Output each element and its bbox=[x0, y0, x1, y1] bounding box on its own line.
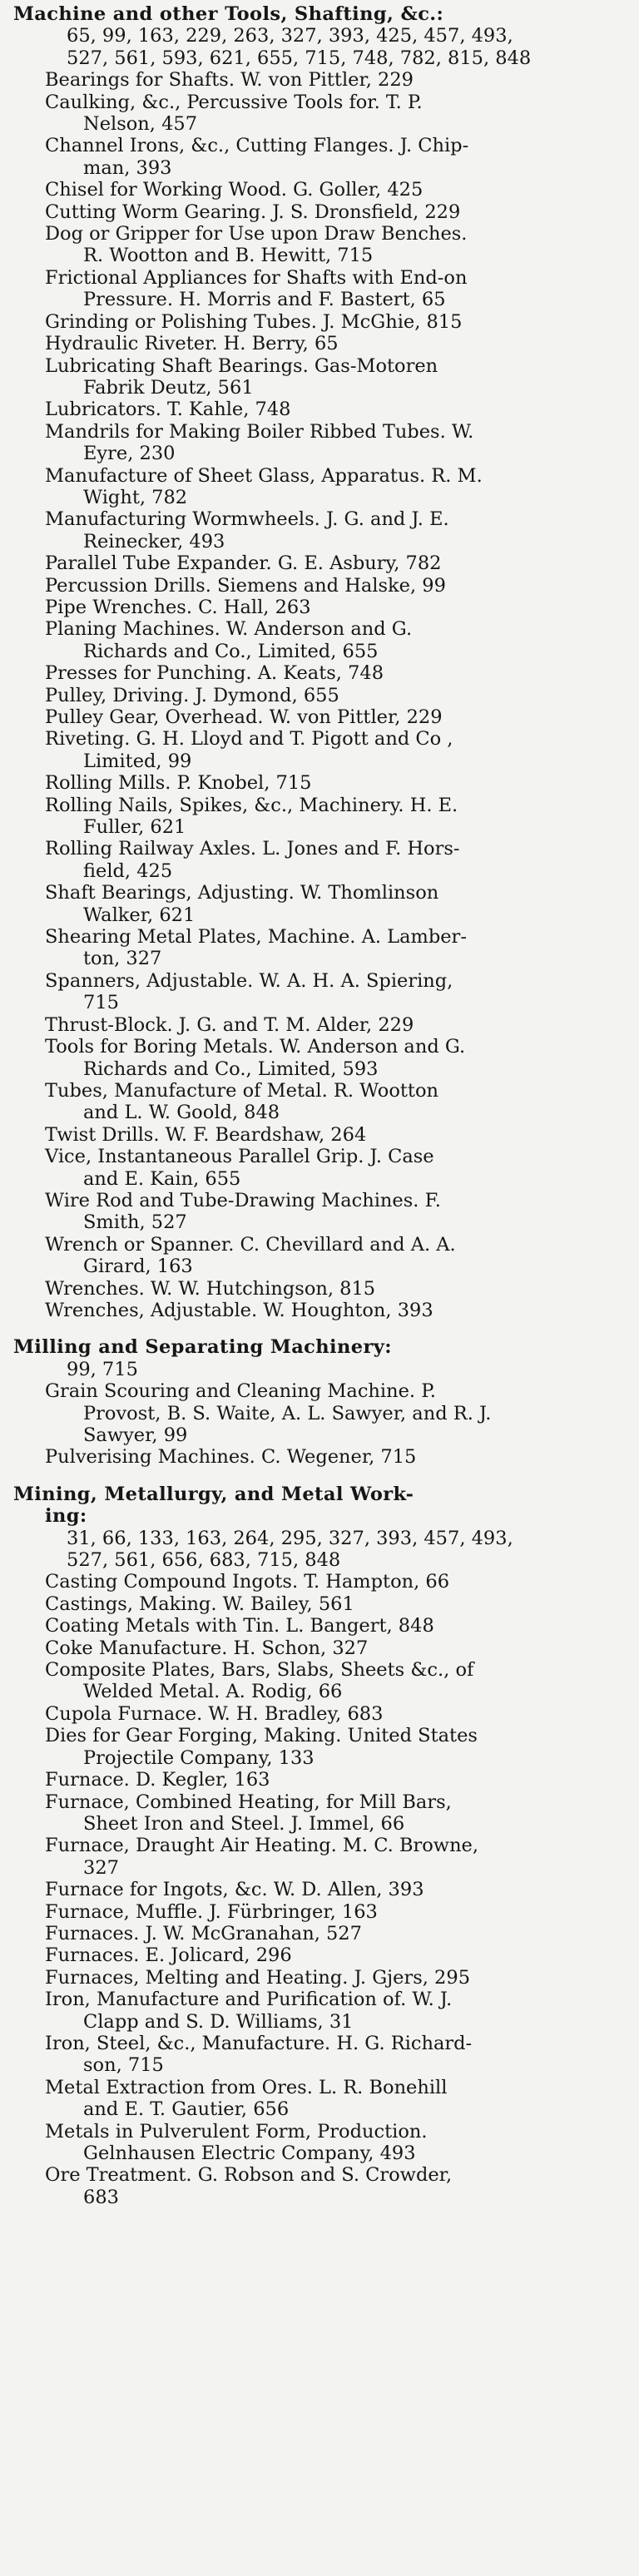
entry-text-continued: Richards and Co., Limited, 655 bbox=[83, 640, 379, 662]
entry-text-continued: field, 425 bbox=[83, 859, 173, 882]
index-entry bbox=[13, 179, 626, 201]
entry-text: Wire Rod and Tube-Drawing Machines. F. bbox=[45, 1189, 441, 1211]
index-entry bbox=[13, 1124, 626, 1146]
section-page-refs: 527, 561, 656, 683, 715, 848 bbox=[67, 1549, 341, 1572]
index-entry bbox=[13, 772, 626, 794]
index-entry bbox=[13, 618, 626, 662]
index-entry bbox=[13, 1036, 626, 1080]
entry-text: Lubricating Shaft Bearings. Gas-Motoren bbox=[45, 354, 438, 377]
entry-text-continued: Clapp and S. D. Williams, 31 bbox=[83, 2010, 354, 2033]
index-entry bbox=[13, 2164, 626, 2208]
entry-text: Furnace for Ingots, &c. W. D. Allen, 393 bbox=[45, 1879, 424, 1901]
index-entry bbox=[13, 795, 626, 839]
entry-text: Manufacture of Sheet Glass, Apparatus. R. M. bbox=[45, 464, 483, 487]
entry-text-continued: 683 bbox=[83, 2186, 119, 2208]
entry-text-continued: son, 715 bbox=[83, 2054, 164, 2077]
section-page-refs: 99, 715 bbox=[67, 1358, 138, 1380]
index-entry bbox=[13, 223, 626, 267]
entry-text-continued: man, 393 bbox=[83, 156, 172, 179]
index-entry bbox=[13, 1190, 626, 1234]
entry-text: Thrust-Block. J. G. and T. M. Alder, 229 bbox=[45, 1013, 414, 1036]
entry-text: Caulking, &c., Percussive Tools for. T. P. bbox=[45, 91, 423, 113]
index-section bbox=[13, 1336, 626, 1468]
index-entry bbox=[13, 1300, 626, 1321]
entry-text-continued: Sawyer, 99 bbox=[83, 1424, 188, 1446]
entry-text: Parallel Tube Expander. G. E. Asbury, 782 bbox=[45, 552, 442, 575]
entry-text: Bearings for Shafts. W. von Pittler, 229 bbox=[45, 69, 414, 92]
entry-text: Shearing Metal Plates, Machine. A. Lamber- bbox=[45, 926, 467, 949]
section-heading: Mining, Metallurgy, and Metal Work- bbox=[13, 1483, 414, 1505]
index-entry bbox=[13, 201, 626, 223]
entry-text: Hydraulic Riveter. H. Berry, 65 bbox=[45, 333, 339, 355]
entry-text: Percussion Drills. Siemens and Halske, 99 bbox=[45, 574, 446, 597]
index-entry bbox=[13, 882, 626, 926]
entry-text: Wrench or Spanner. C. Chevillard and A. A. bbox=[45, 1233, 456, 1256]
entry-text: Channel Irons, &c., Cutting Flanges. J. Chip- bbox=[45, 135, 469, 157]
entry-text: Rolling Mills. P. Knobel, 715 bbox=[45, 772, 312, 795]
entry-text: Wrenches, Adjustable. W. Houghton, 393 bbox=[45, 1299, 433, 1321]
entry-text: Pulley, Driving. J. Dymond, 655 bbox=[45, 684, 339, 706]
entry-text: Tubes, Manufacture of Metal. R. Wootton bbox=[45, 1079, 438, 1102]
entry-text-continued: R. Wootton and B. Hewitt, 715 bbox=[83, 245, 374, 267]
entry-text: Grain Scouring and Cleaning Machine. P. bbox=[45, 1380, 436, 1403]
entry-text: Furnace. D. Kegler, 163 bbox=[45, 1769, 270, 1791]
index-entry bbox=[13, 706, 626, 728]
entry-text: Metal Extraction from Ores. L. R. Bonehill bbox=[45, 2076, 448, 2098]
entry-text-continued: Smith, 527 bbox=[83, 1211, 187, 1234]
entry-text: Ore Treatment. G. Robson and S. Crowder, bbox=[45, 2164, 453, 2187]
index-entry bbox=[13, 575, 626, 597]
section-heading: Milling and Separating Machinery: bbox=[13, 1336, 392, 1359]
index-entry bbox=[13, 1637, 626, 1659]
index-entry bbox=[13, 1989, 626, 2033]
entry-text-continued: Wight, 782 bbox=[83, 486, 188, 508]
entry-text-continued: Eyre, 230 bbox=[83, 443, 176, 465]
index-entry bbox=[13, 1571, 626, 1593]
entry-text-continued: Provost, B. S. Waite, A. L. Sawyer, and R. J. bbox=[83, 1402, 492, 1424]
entry-text: Furnaces. E. Jolicard, 296 bbox=[45, 1944, 292, 1967]
entry-text-continued: Gelnhausen Electric Company, 493 bbox=[83, 2143, 416, 2164]
index-entry bbox=[13, 355, 626, 399]
index-entry bbox=[13, 1593, 626, 1615]
entry-text-continued: and L. W. Goold, 848 bbox=[83, 1102, 280, 1124]
index-entry bbox=[13, 597, 626, 618]
index-entry bbox=[13, 92, 626, 136]
index-entry bbox=[13, 69, 626, 91]
entry-text: Lubricators. T. Kahle, 748 bbox=[45, 399, 291, 421]
entry-text: Tools for Boring Metals. W. Anderson and G. bbox=[45, 1036, 466, 1058]
entry-text-continued: and E. T. Gautier, 656 bbox=[83, 2098, 290, 2121]
entry-text: Cutting Worm Gearing. J. S. Dronsfield, 229 bbox=[45, 201, 461, 223]
index-entry bbox=[13, 1923, 626, 1944]
index-entry bbox=[13, 135, 626, 179]
index-section bbox=[13, 3, 626, 1321]
entry-text: Rolling Nails, Spikes, &c., Machinery. H. E. bbox=[45, 794, 458, 816]
index-entry bbox=[13, 2033, 626, 2077]
entry-text: Furnace, Combined Heating, for Mill Bars, bbox=[45, 1791, 452, 1813]
entry-text: Pulverising Machines. C. Wegener, 715 bbox=[45, 1446, 417, 1469]
index-entry bbox=[13, 1879, 626, 1900]
entry-text: Twist Drills. W. F. Beardshaw, 264 bbox=[45, 1123, 367, 1146]
index-entry bbox=[13, 1278, 626, 1300]
index-entry bbox=[13, 1725, 626, 1769]
entry-text-continued: Reinecker, 493 bbox=[83, 530, 225, 552]
index-entry bbox=[13, 2077, 626, 2121]
entry-text: Composite Plates, Bars, Slabs, Sheets &c., of bbox=[45, 1659, 474, 1682]
entry-text: Castings, Making. W. Bailey, 561 bbox=[45, 1593, 354, 1615]
entry-text: Chisel for Working Wood. G. Goller, 425 bbox=[45, 179, 424, 201]
entry-text-continued: Pressure. H. Morris and F. Bastert, 65 bbox=[83, 289, 446, 311]
entry-text-continued: Richards and Co., Limited, 593 bbox=[83, 1058, 379, 1080]
entry-text: Furnace, Muffle. J. Fürbringer, 163 bbox=[45, 1900, 378, 1923]
section-page-refs: 31, 66, 133, 163, 264, 295, 327, 393, 457, 493, bbox=[67, 1527, 513, 1549]
entry-text: Frictional Appliances for Shafts with End-on bbox=[45, 266, 468, 289]
entry-text: Shaft Bearings, Adjusting. W. Thomlinson bbox=[45, 882, 439, 904]
index-entry bbox=[13, 399, 626, 420]
entry-text: Spanners, Adjustable. W. A. H. A. Spiering, bbox=[45, 969, 453, 992]
index-entry bbox=[13, 1835, 626, 1879]
entry-text: Rolling Railway Axles. L. Jones and F. Hors- bbox=[45, 838, 460, 860]
entry-text-continued: 715 bbox=[83, 992, 119, 1014]
entry-text-continued: Limited, 99 bbox=[83, 750, 192, 772]
index-entry bbox=[13, 1014, 626, 1036]
index-entry bbox=[13, 465, 626, 509]
entry-text-continued: 327 bbox=[83, 1856, 119, 1879]
index-entry bbox=[13, 970, 626, 1014]
index-entry bbox=[13, 267, 626, 311]
section-page-refs: 527, 561, 593, 621, 655, 715, 748, 782, 815, 848 bbox=[67, 47, 532, 69]
index-entry bbox=[13, 1146, 626, 1190]
index-entry bbox=[13, 1234, 626, 1278]
index-entry bbox=[13, 685, 626, 706]
section-page-refs: 65, 99, 163, 229, 263, 327, 393, 425, 457, 493, bbox=[67, 25, 513, 47]
index-entry bbox=[13, 838, 626, 882]
entry-text: Casting Compound Ingots. T. Hampton, 66 bbox=[45, 1571, 450, 1593]
entry-text-continued: ton, 327 bbox=[83, 948, 162, 970]
entry-text: Cupola Furnace. W. H. Bradley, 683 bbox=[45, 1702, 384, 1725]
index-entry bbox=[13, 728, 626, 772]
entry-text: Coke Manufacture. H. Schon, 327 bbox=[45, 1637, 369, 1659]
section-heading: Machine and other Tools, Shafting, &c.: bbox=[13, 3, 444, 25]
index-entry bbox=[13, 2121, 626, 2165]
entry-text-continued: Nelson, 457 bbox=[83, 113, 198, 136]
entry-text-continued: Fuller, 621 bbox=[83, 816, 186, 839]
index-entry bbox=[13, 1080, 626, 1124]
entry-text: Furnaces, Melting and Heating. J. Gjers, 295 bbox=[45, 1966, 471, 1989]
entry-text: Coating Metals with Tin. L. Bangert, 848 bbox=[45, 1615, 434, 1637]
entry-text: Planing Machines. W. Anderson and G. bbox=[45, 618, 413, 641]
entry-text-continued: Fabrik Deutz, 561 bbox=[83, 376, 254, 399]
entry-text: Iron, Manufacture and Purification of. W. J. bbox=[45, 1989, 453, 2011]
index-entry bbox=[13, 1703, 626, 1725]
index-entry bbox=[13, 1769, 626, 1791]
entry-text: Dog or Gripper for Use upon Draw Benches. bbox=[45, 223, 468, 245]
index-entry bbox=[13, 926, 626, 970]
entry-text-continued: Projectile Company, 133 bbox=[83, 1746, 315, 1769]
section-heading-continued: ing: bbox=[45, 1505, 87, 1528]
entry-text-continued: Welded Metal. A. Rodig, 66 bbox=[83, 1681, 343, 1703]
index-entry bbox=[13, 333, 626, 354]
index-entry bbox=[13, 1380, 626, 1446]
entry-text: Wrenches. W. W. Hutchingson, 815 bbox=[45, 1277, 376, 1300]
index-entry bbox=[13, 1967, 626, 1989]
index-entry bbox=[13, 311, 626, 333]
entry-text: Grinding or Polishing Tubes. J. McGhie, 815 bbox=[45, 310, 463, 333]
index-entry bbox=[13, 1446, 626, 1468]
entry-text: Metals in Pulverulent Form, Production. bbox=[45, 2120, 428, 2143]
entry-text: Pulley Gear, Overhead. W. von Pittler, 229 bbox=[45, 706, 443, 728]
index-entry bbox=[13, 508, 626, 552]
entry-text: Iron, Steel, &c., Manufacture. H. G. Richard- bbox=[45, 2032, 473, 2054]
entry-text: Vice, Instantaneous Parallel Grip. J. Case bbox=[45, 1146, 434, 1168]
entry-text-continued: Walker, 621 bbox=[83, 904, 196, 926]
index-section bbox=[13, 1484, 626, 2208]
entry-text-continued: and E. Kain, 655 bbox=[83, 1167, 241, 1190]
index-entry bbox=[13, 421, 626, 465]
index-entry bbox=[13, 1944, 626, 1966]
index-entry bbox=[13, 1659, 626, 1703]
entry-text: Riveting. G. H. Lloyd and T. Pigott and Co , bbox=[45, 728, 453, 751]
entry-text: Mandrils for Making Boiler Ribbed Tubes. W. bbox=[45, 420, 474, 443]
index-entry bbox=[13, 552, 626, 574]
entry-text-continued: Sheet Iron and Steel. J. Immel, 66 bbox=[83, 1812, 405, 1835]
index-entry bbox=[13, 1615, 626, 1637]
index-entry bbox=[13, 1901, 626, 1923]
entry-text: Furnace, Draught Air Heating. M. C. Browne, bbox=[45, 1835, 479, 1857]
index-entry bbox=[13, 662, 626, 684]
entry-text-continued: Girard, 163 bbox=[83, 1256, 193, 1278]
entry-text: Pipe Wrenches. C. Hall, 263 bbox=[45, 596, 311, 618]
entry-text: Dies for Gear Forging, Making. United States bbox=[45, 1725, 478, 1747]
entry-text: Presses for Punching. A. Keats, 748 bbox=[45, 662, 384, 685]
entry-text: Furnaces. J. W. McGranahan, 527 bbox=[45, 1922, 362, 1944]
index-entry bbox=[13, 1791, 626, 1835]
entry-text: Manufacturing Wormwheels. J. G. and J. E. bbox=[45, 508, 449, 531]
